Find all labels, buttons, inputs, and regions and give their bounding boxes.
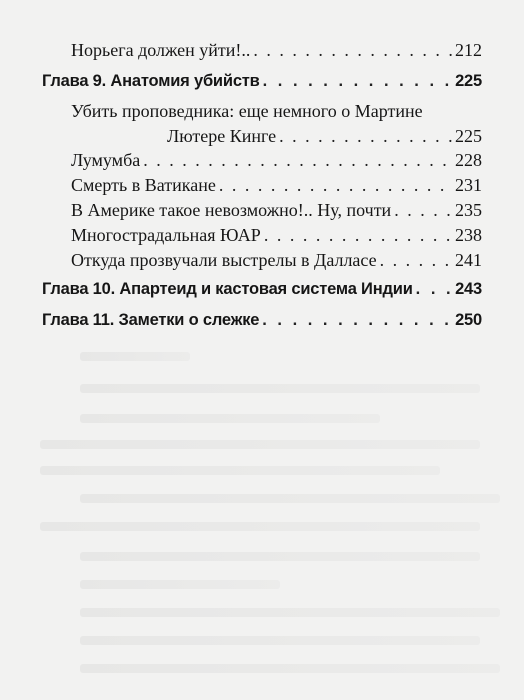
toc-entry [71,150,482,171]
toc-entry-title-line1: Убить проповедника: еще немного о Мартине [71,101,423,121]
toc-entry-title: Многострадальная ЮАР [71,225,261,245]
toc-entry [71,175,482,196]
toc-entry [71,40,482,61]
toc-entry-page: 212 [455,40,482,60]
dot-leader [262,311,452,330]
toc-entry-page: 235 [455,200,482,220]
toc-entry-continuation [71,126,482,147]
toc-chapter-page: 243 [455,280,482,298]
toc-chapter-page: 225 [455,72,482,90]
toc-chapter [42,280,482,299]
dot-leader [380,250,452,271]
toc-entry-page: 231 [455,175,482,195]
dot-leader [253,40,452,61]
dot-leader [279,126,452,147]
toc-entry-page: 241 [455,250,482,270]
toc-chapter-title: Глава 11. Заметки о слежке [42,311,260,329]
toc-entry-page: 225 [455,126,482,146]
toc-entry-title: Лумумба [71,150,141,170]
dot-leader [263,72,452,91]
dot-leader [394,200,452,221]
dot-leader [416,280,452,299]
toc-entry-page: 228 [455,150,482,170]
toc-entry-title: Откуда прозвучали выстрелы в Далласе [71,250,377,270]
toc-chapter-page: 250 [455,311,482,329]
toc-entry [71,225,482,246]
toc-chapter-title: Глава 9. Анатомия убийств [42,72,260,90]
toc-entry-page: 238 [455,225,482,245]
dot-leader [143,150,452,171]
toc-entry-title: Норьега должен уйти!.. [71,40,251,60]
toc-entry [71,200,482,221]
dot-leader [264,225,452,246]
toc-chapter-title: Глава 10. Апартеид и кастовая система Индии [42,280,413,298]
toc-chapter [42,311,482,330]
toc-entry-title: Смерть в Ватикане [71,175,216,195]
toc-entry-multiline [71,101,482,147]
toc-chapter [42,72,482,91]
dot-leader [219,175,452,196]
toc-entry-title: В Америке такое невозможно!.. Ну, почти [71,200,392,220]
toc-entry-title-line2: Лютере Кинге [167,126,277,146]
toc-entry [71,250,482,271]
